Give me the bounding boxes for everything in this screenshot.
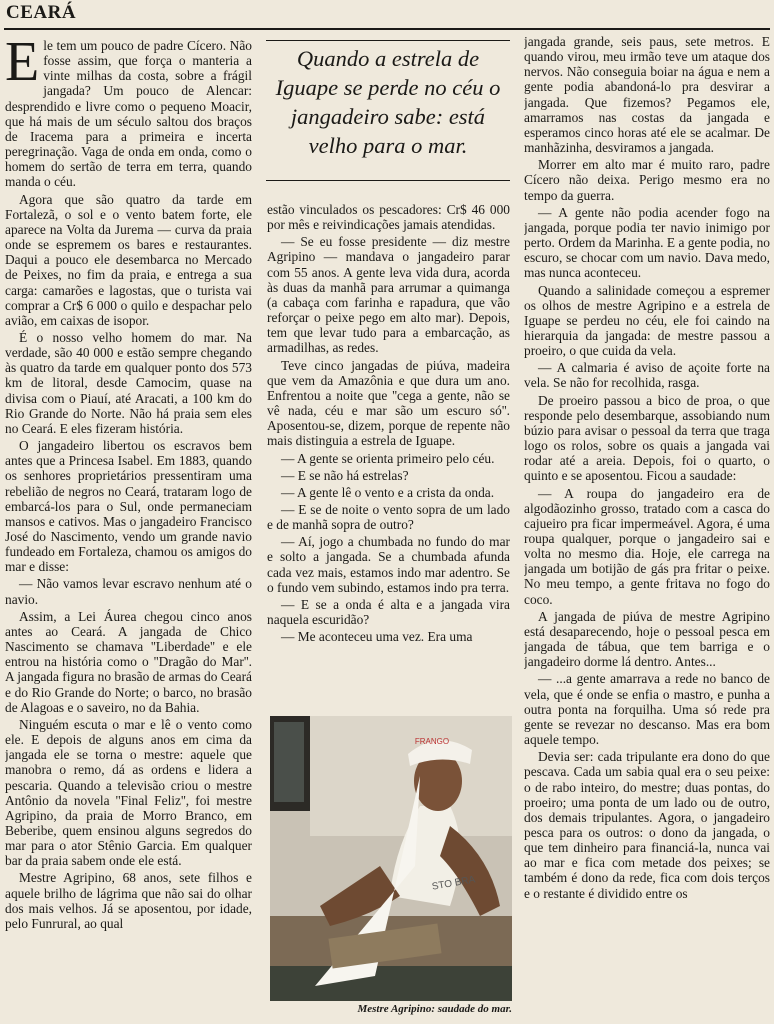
top-rule — [4, 28, 770, 30]
paragraph: A jangada de piúva de mestre Agripino está desaparecendo, hoje o pessoal pesca em jangada de tábua, que tem barriga e o jangadeiro dorme lá dentro. Antes... — [524, 608, 770, 670]
paragraph: — A calmaria é aviso de açoite forte na vela. Se não for recolhida, rasga. — [524, 360, 770, 391]
paragraph: estão vinculados os pescadores: Cr$ 46 000 por mês e reivindicações jamais atendidas. — [267, 202, 510, 233]
photo-illustration — [270, 716, 512, 1001]
photo-caption: Mestre Agripino: saudade do mar. — [357, 1003, 512, 1015]
article-column-2 — [267, 202, 510, 714]
cap-text: FRANGO — [414, 737, 450, 746]
paragraph: — A gente não podia acender fogo na jangada, porque podia ter navio inimigo por perto. Ordem da Marinha. E a gente podia, no escuro, se chocar com um navio. Dava medo, mas nunca aconteceu. — [524, 204, 770, 281]
paragraph: — Não vamos levar escravo nenhum até o navio. — [5, 576, 252, 607]
paragraph: O jangadeiro libertou os escravos bem antes que a Princesa Isabel. Em 1883, quando os senhores proprietários pressentiram uma rebelião de negros no Ceará, trataram logo de embarcá-los para o Sul, onde permaneciam mansos e cativos. Mas o jangadeiro Francisco José do Nascimento, vendo um grande navio fundeado em Fortaleza, chamou os amigos do mar e disse: — [5, 438, 252, 575]
paragraph: — E se de noite o vento sopra de um lado e de manhã sopra de outro? — [267, 501, 510, 533]
photo-mestre-agripino — [270, 716, 512, 1001]
paragraph: jangada grande, seis paus, sete metros. E quando virou, meu irmão teve um ataque dos nervos. Não conseguia boiar na água e nem a gente podia abandoná-lo pra desvirar a jangada. Que fizemos? Pegamos ele, amarramos nas costas da jangada e esperamos cinco horas até ele se acalmar. De manhãzinha, desviramos a jangada. — [524, 34, 770, 156]
paragraph: Agora que são quatro da tarde em Fortalezã, o sol e o vento batem forte, ele aparece na Volta da Jurema — curva da praia onde se espremem os bares e restaurantes. Daqui a pouco ele desembarca no Mercado de Peixes, no fim da praia, e entrega a sua carga: camarões e lagostas, que o turista vai comprar a Cr$ 6 000 o quilo e despachar pelo avião, em caixas de isopor. — [5, 191, 252, 328]
paragraph: — Aí, jogo a chumbada no fundo do mar e solto a jangada. Se a chumbada afunda cada vez mais, estamos indo mar adentro. Se o fundo vem subindo, estamos indo pra terra. — [267, 534, 510, 595]
paragraph: Mestre Agripino, 68 anos, sete filhos e aquele brilho de lágrima que não sai do olhar dos mais velhos. Já se aposentou, por idade, pelo Funrural, ao qual — [5, 870, 252, 931]
paragraph: De proeiro passou a bico de proa, o que responde pelo desembarque, assobiando num búzio para avisar o pessoal da terra que traga logo os rolos, sobre os quais a jangada vai rodar até a areia. Depois, foi o quarto, o quinto e se aposentou. Ficou a saudade: — [524, 392, 770, 484]
paragraph: É o nosso velho homem do mar. Na verdade, são 40 000 e estão sempre chegando às quatro da tarde em qualquer ponto dos 573 km de litoral, desde Camocim, quase na divisa com o Piauí, até Aracati, a 100 km do Rio Grande do Norte. Não há praia sem eles no Ceará. E eles fizeram história. — [5, 329, 252, 436]
article-column-1 — [5, 38, 252, 1024]
paragraph: Ele tem um pouco de padre Cícero. Não fosse assim, que força o manteria a vinte milhas da costa, sobre a frágil jangada? Um pouco de Alencar: desprendido e livre como o pequeno Moacir, que há mais de um século saltou dos braços de Iracema para a primeira e incerta peregrinação. Vaga de onda em onda, como o homem do sertão de terra em terra, quando manda o céu. — [5, 38, 252, 190]
paragraph: Teve cinco jangadas de piúva, madeira que vem da Amazônia e que dura um ano. Enfrentou a noite que ''cega a gente, não se vê nada, céu e mar são um escuro só''. Aposentou-se, dizem, porque de repente não mais distinguia a estrela de Iguape. — [267, 357, 510, 449]
shirt-text: STO BRA — [431, 874, 477, 893]
paragraph: — E se não há estrelas? — [281, 467, 409, 483]
pullquote-rule-top — [266, 40, 510, 41]
paragraph: — Se eu fosse presidente — diz mestre Agripino — mandava o jangadeiro parar com 55 anos. A gente leva vida dura, acorda às duas da manhã para arrumar a quimanga (a cabaça com farinha e rapadura, que vão reforçar o peixe pego em alto mar). Depois, tem que levar tudo para a embarcação, as armadilhas, as redes. — [267, 234, 510, 356]
article-column-3 — [524, 34, 770, 1024]
paragraph: Devia ser: cada tripulante era dono do que pescava. Cada um sabia qual era o seu peixe: o de rabo inteiro, do mestre; duas pontas, do proeiro; uma ponta de um lado ou de outro, dos demais tripulantes. Agora, o jangadeiro pesca para os outros: o dono da jangada, o que tem dinheiro para financiá-la, nunca vai ao mar e fica com metade dos peixes; se também é dono da rede, fica com dois terços e o restante é dividido entre os — [524, 749, 770, 901]
paragraph: Morrer em alto mar é muito raro, padre Cícero não deixa. Perigo mesmo era no tempo da guerra. — [524, 157, 770, 203]
pullquote: Quando a estrela de Iguape se perde no céu o jangadeiro sabe: está velho para o mar. — [275, 46, 501, 158]
paragraph: — Me aconteceu uma vez. Era uma — [281, 629, 473, 645]
paragraph: Ninguém escuta o mar e lê o vento como ele. E depois de alguns anos em cima da jangada ele se torna o mestre: aquele que manobra o remo, dá as ordens e lidera a pescaria. Quando a televisão criou o mestre Antônio da novela ''Final Feliz'', foi mestre Agripino, da praia de Morro Branco, em Beberibe, quem ensinou alguns segredos do mar para o ator Stênio Garcia. Em qualquer bar da praia sabem onde ele está. — [5, 716, 252, 869]
drop-cap: E — [5, 38, 40, 93]
paragraph: — E se a onda é alta e a jangada vira naquela escuridão? — [267, 596, 510, 628]
paragraph: Quando a salinidade começou a espremer os olhos de mestre Agripino e a estrela de Iguape se perdeu no céu, ele foi caindo na hierarquia da jangada: de mestre passou a proeiro, o que cuida da vela. — [524, 282, 770, 359]
paragraph: — A roupa do jangadeiro era de algodãozinho grosso, tratado com a casca do cajueiro pra ficar impermeável. Agora, é uma roupa qualquer, porque o jangadeiro sai e volta no mesmo dia. Hoje, ele carrega na jangada um botijão de gás pra fritar o peixe. No meu tempo, a gente fritava no fogo do coco. — [524, 485, 770, 607]
paragraph: — ...a gente amarrava a rede no banco de vela, que é onde se enfia o mastro, e punha a outra ponta na forquilha. Uma só rede pra gente se revezar no descanso. Mas era bom aquele tempo. — [524, 671, 770, 748]
paragraph: — A gente se orienta primeiro pelo céu. — [281, 450, 495, 466]
pullquote-rule-bottom — [266, 180, 510, 181]
paragraph: — A gente lê o vento e a crista da onda. — [281, 484, 495, 500]
paragraph: Assim, a Lei Áurea chegou cinco anos antes ao Ceará. A jangada de Chico Nascimento se chamava ''Liberdade'' e ele entrou na história como o ''Dragão do Mar''. A jangada figura no brasão de armas do Ceará e do Rio Grande do Norte; o barco, no brasão de Alagoas e o saveiro, no da Bahia. — [5, 608, 252, 715]
section-title: CEARÁ — [6, 2, 77, 23]
